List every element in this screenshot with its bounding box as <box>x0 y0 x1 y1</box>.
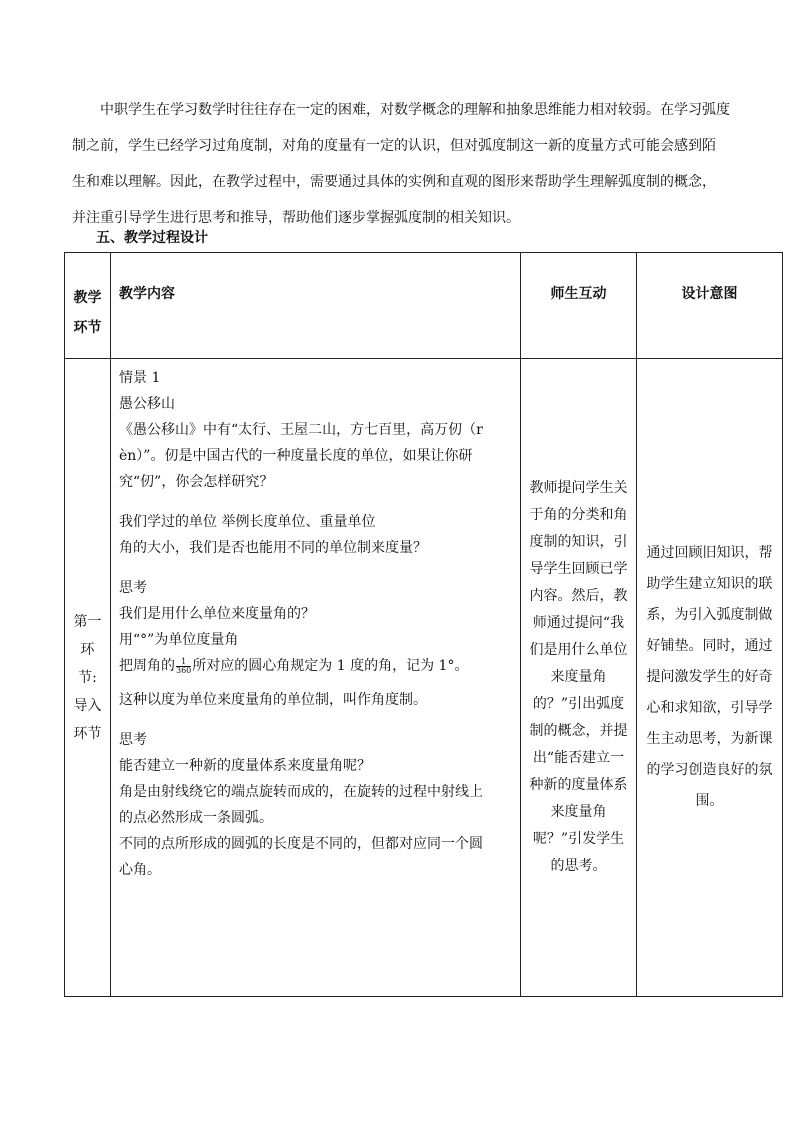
think-heading: 思考 <box>119 732 147 748</box>
definition-prefix: 把周角的 <box>119 658 175 674</box>
fraction <box>176 658 191 675</box>
degree-unit-line: 用“°”为单位度量角 <box>119 632 239 648</box>
rotation-line: 角是由射线绕它的端点旋转而成的，在旋转的过程中射线上 <box>119 784 483 800</box>
table-header-row <box>65 253 783 359</box>
fraction-denominator: 360 <box>176 665 192 675</box>
spacer <box>119 495 516 509</box>
intent-text: 通过回顾旧知识，帮助学生建立知识的联系，为引入弧度制做好铺垫。同时，通过提问激发学生的好奇心和求知欲，引导学生主动思考，为新课的学习创造良好的氛围。 <box>646 545 773 809</box>
arc-line: 不同的点所形成的圆弧的长度是不同的，但都对应同一个圆 <box>119 836 483 852</box>
quote-line: 究“仞”，你会怎样研究？ <box>119 474 274 490</box>
angle-question: 角的大小，我们是否也能用不同的单位制来度量？ <box>119 540 427 556</box>
spacer <box>119 713 516 727</box>
rotation-line: 的点必然形成一条圆弧。 <box>119 810 273 826</box>
header-intent: 设计意图 <box>637 253 783 359</box>
intro-line: 生和难以理解。因此，在教学过程中，需要通过具体的实例和直观的图形来帮助学生理解弧度制的概念， <box>72 174 716 190</box>
quote-line: èn）”。仞是中国古代的一种度量长度的单位，如果让你研 <box>119 448 473 464</box>
header-content: 教学内容 <box>111 253 521 359</box>
definition-suffix: 所对应的圆心角规定为 1 度的角，记为 1°。 <box>192 658 469 674</box>
degree-definition <box>119 653 516 679</box>
think-heading: 思考 <box>119 580 147 596</box>
interaction-text: 教师提问学生关于角的分类和角度制的知识，引导学生回顾已学内容。然后，教师通过提问“我们是用什么单位来度量角的？”引出弧度制的概念，并提出“能否建立一种新的度量体系来度量角呢？”引发学生的思考。 <box>529 480 628 874</box>
unit-question: 我们是用什么单位来度量角的？ <box>119 606 315 622</box>
intro-line: 制之前，学生已经学习过角度制，对角的度量有一定的认识，但对弧度制这一新的度量方式可能会感到陌 <box>72 138 716 154</box>
intro-paragraph <box>72 92 732 236</box>
interaction-cell <box>521 359 637 997</box>
new-system-question: 能否建立一种新的度量体系来度量角呢？ <box>119 758 371 774</box>
scene-name: 愚公移山 <box>119 396 175 412</box>
header-section-label: 教学环节 <box>73 290 102 336</box>
units-line: 我们学过的单位 举例长度单位、重量单位 <box>119 514 376 530</box>
spacer <box>119 679 516 687</box>
teaching-process-table <box>64 252 783 997</box>
section-cell <box>65 359 111 997</box>
intent-cell <box>637 359 783 997</box>
scene-title: 情景 1 <box>119 370 161 386</box>
spacer <box>119 561 516 575</box>
intro-line: 中职学生在学习数学时往往存在一定的困难，对数学概念的理解和抽象思维能力相对较弱。在学习弧度 <box>100 102 730 118</box>
degree-system-line: 这种以度为单位来度量角的单位制，叫作角度制。 <box>119 692 427 708</box>
header-section <box>65 253 111 359</box>
section-label: 第一环节:导入环节 <box>73 613 102 742</box>
table-row <box>65 359 783 997</box>
section-heading: 五、教学过程设计 <box>96 230 208 246</box>
content-cell <box>111 359 521 997</box>
arc-line: 心角。 <box>119 862 161 878</box>
header-interaction: 师生互动 <box>521 253 637 359</box>
quote-line: 《愚公移山》中有“太行、王屋二山，方七百里，高万仞（r <box>119 422 483 438</box>
intro-line: 并注重引导学生进行思考和推导，帮助他们逐步掌握弧度制的相关知识。 <box>72 210 520 226</box>
fraction-numerator: 1 <box>176 658 191 667</box>
